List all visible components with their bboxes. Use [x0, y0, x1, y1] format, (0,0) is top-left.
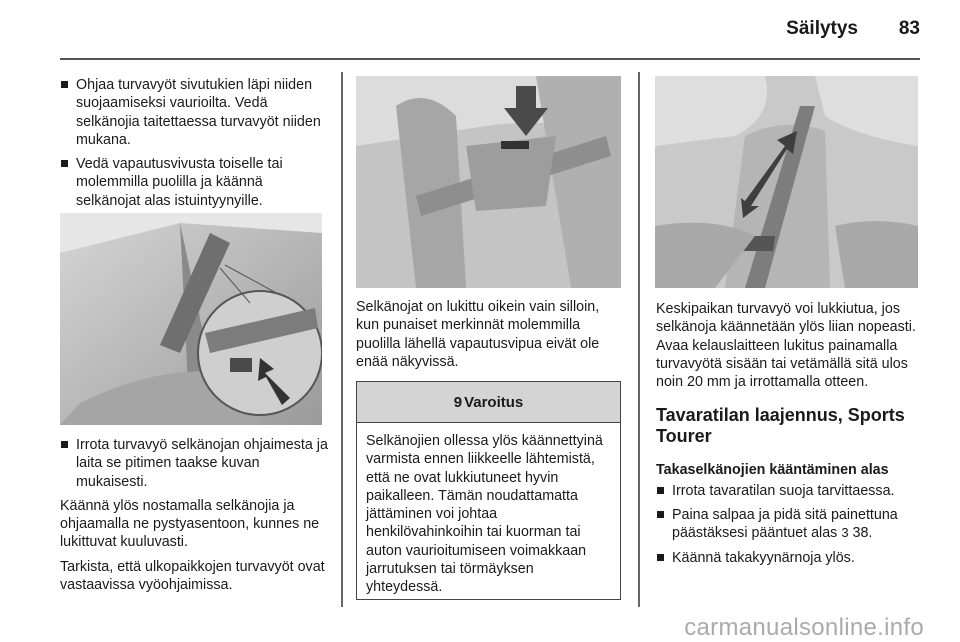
paragraph: Keskipaikan turvavyö voi lukkiutua, jos selkänoja käännetään ylös liian nopeasti. Avaa kelauslaitteen lukitus painamalla turvavyötä sisään tai vetämällä sitä ulos noin 20 mm ja irrottamalla otteen.: [656, 301, 916, 391]
watermark: carmanualsonline.info: [684, 614, 924, 641]
page-header-title: Säilytys: [786, 18, 858, 39]
warning-header: [357, 382, 620, 423]
paragraph: Käännä ylös nostamalla selkänojia ja ohjaamalla ne pystyasentoon, kunnes ne lukittuvat kuuluvasti.: [60, 497, 320, 551]
warning-icon: 9: [453, 393, 463, 411]
page-reference[interactable]: 38.: [852, 525, 873, 542]
section-heading: Tavaratilan laajennus, Sports Tourer: [656, 405, 905, 447]
column-1-bottom: [60, 436, 332, 600]
column-separator-1: [341, 72, 343, 607]
figure-center-belt: [655, 76, 918, 288]
bullet-text: Paina salpaa ja pidä sitä painettuna päästäksesi pääntuet alas: [672, 507, 898, 542]
bullet-item: Irrota turvavyö selkänojan ohjaimesta ja laita se pitimen taakse kuvan mukaisesti.: [60, 436, 332, 491]
page-number: 83: [898, 18, 920, 39]
bullet-item: Vedä vapautusvivusta toiselle tai molemmilla puolilla ja käännä selkänojat alas istuintyynyille.: [60, 155, 330, 210]
bullet-item: Ohjaa turvavyöt sivutukien läpi niiden suojaamiseksi vaurioilta. Vedä selkänojia taitettaessa turvavyöt niiden mukana.: [60, 76, 330, 149]
warning-box: [356, 381, 621, 600]
header-rule: [60, 58, 920, 60]
bullet-item: Käännä takakyynärnoja ylös.: [656, 549, 922, 567]
page-reference-icon: 3: [841, 525, 849, 541]
column-1-top: [60, 76, 330, 216]
bullet-item: Irrota tavaratilan suoja tarvittaessa.: [656, 482, 922, 500]
warning-body: Selkänojien ollessa ylös käännettyinä varmista ennen liikkeelle lähtemistä, että ne ovat lukkiutuneet hyvin paikalleen. Tämän noudattamatta jättäminen voi johtaa henkilövahinkoihin tai kuorman tai auton vaurioitumiseen voimakkaan jarrutuksen tai törmäyksen yhteydessä.: [366, 433, 603, 596]
warning-title: Varoitus: [464, 393, 524, 411]
bullet-item: [656, 506, 922, 543]
paragraph: Selkänojat on lukittu oikein vain silloin, kun punaiset merkinnät molemmilla puolilla lähellä vapautusvipua eivät ole enää näkyvissä.: [356, 299, 600, 370]
paragraph: Tarkista, että ulkopaikkojen turvavyöt ovat vastaavissa vyöohjaimissa.: [60, 558, 325, 594]
column-2-text: [356, 298, 622, 377]
figure-seat-belt-holder: [60, 213, 322, 425]
column-3-text: [656, 300, 922, 573]
column-separator-2: [638, 72, 640, 607]
figure-red-markings: [356, 76, 621, 288]
subsection-heading: Takaselkänojien kääntäminen alas: [656, 462, 889, 479]
